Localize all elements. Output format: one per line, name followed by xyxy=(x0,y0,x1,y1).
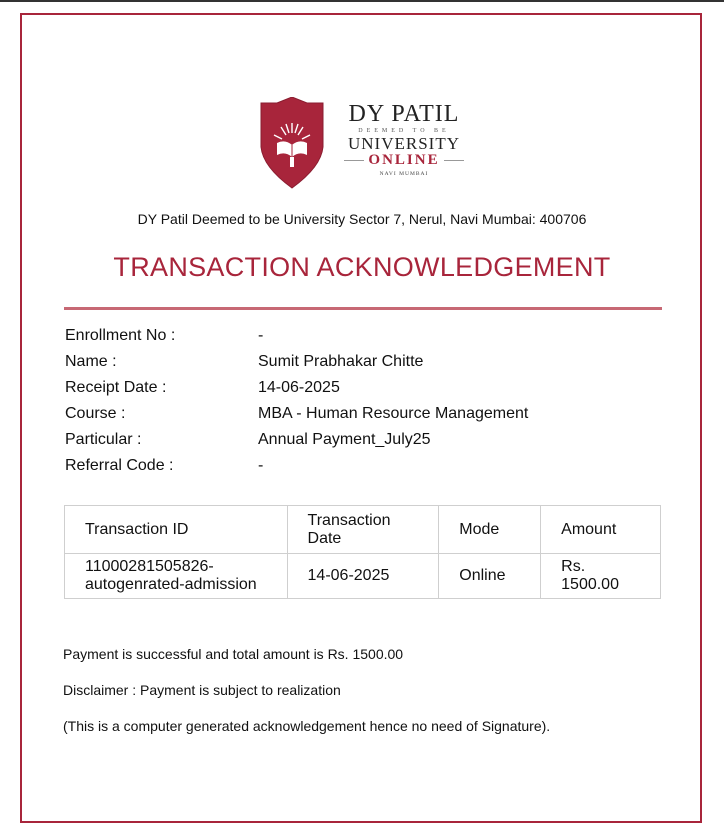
field-row-receipt-date xyxy=(65,378,528,404)
logo-name: DY PATIL xyxy=(348,101,460,127)
field-label: Course : xyxy=(65,405,126,422)
field-value: 14-06-2025 xyxy=(258,379,340,396)
receipt-details xyxy=(65,326,528,482)
field-label: Referral Code : xyxy=(65,457,174,474)
notes-section xyxy=(63,645,550,753)
university-logo xyxy=(259,97,474,192)
amount-cell: Rs. 1500.00 xyxy=(541,554,661,599)
field-value: - xyxy=(258,327,264,344)
divider xyxy=(344,160,364,161)
field-row-course xyxy=(65,404,528,430)
field-label: Name : xyxy=(65,353,117,370)
disclaimer-text: Disclaimer : Payment is subject to realization xyxy=(63,682,341,698)
page-title: TRANSACTION ACKNOWLEDGEMENT xyxy=(113,252,611,282)
logo-deemed-text: DEEMED TO BE xyxy=(358,128,450,134)
field-label: Particular : xyxy=(65,431,142,448)
top-border-line xyxy=(0,0,724,2)
university-wordmark xyxy=(339,101,469,179)
field-value: - xyxy=(258,457,264,474)
transaction-date-cell: 14-06-2025 xyxy=(287,554,439,599)
title-divider xyxy=(64,307,662,310)
logo-online-row xyxy=(339,152,469,169)
signature-note-text: (This is a computer generated acknowledgement hence no need of Signature). xyxy=(63,718,551,734)
field-row-referral-code xyxy=(65,456,528,482)
field-value: Annual Payment_July25 xyxy=(258,431,431,448)
logo-university-text: UNIVERSITY xyxy=(348,134,460,153)
logo-online-text: ONLINE xyxy=(368,152,440,168)
field-row-particular xyxy=(65,430,528,456)
field-row-enrollment xyxy=(65,326,528,352)
shield-icon xyxy=(259,97,325,189)
column-header: Amount xyxy=(541,506,661,554)
field-label: Enrollment No : xyxy=(65,327,176,344)
column-header: Transaction Date xyxy=(287,506,439,554)
payment-status-text: Payment is successful and total amount is Rs. 1500.00 xyxy=(63,646,404,662)
field-label: Receipt Date : xyxy=(65,379,167,396)
divider xyxy=(444,160,464,161)
field-value: MBA - Human Resource Management xyxy=(258,405,529,422)
field-row-name xyxy=(65,352,528,378)
column-header: Mode xyxy=(439,506,541,554)
column-header: Transaction ID xyxy=(65,506,288,554)
table-row xyxy=(65,554,661,599)
transaction-table xyxy=(64,505,661,599)
mode-cell: Online xyxy=(439,554,541,599)
table-header-row xyxy=(65,506,661,554)
transaction-id-cell: 11000281505826-autogenrated-admission xyxy=(65,554,288,599)
logo-city-text: NAVI MUMBAI xyxy=(379,171,429,177)
field-value: Sumit Prabhakar Chitte xyxy=(258,353,424,370)
institution-address: DY Patil Deemed to be University Sector 7, Nerul, Navi Mumbai: 400706 xyxy=(137,211,587,227)
